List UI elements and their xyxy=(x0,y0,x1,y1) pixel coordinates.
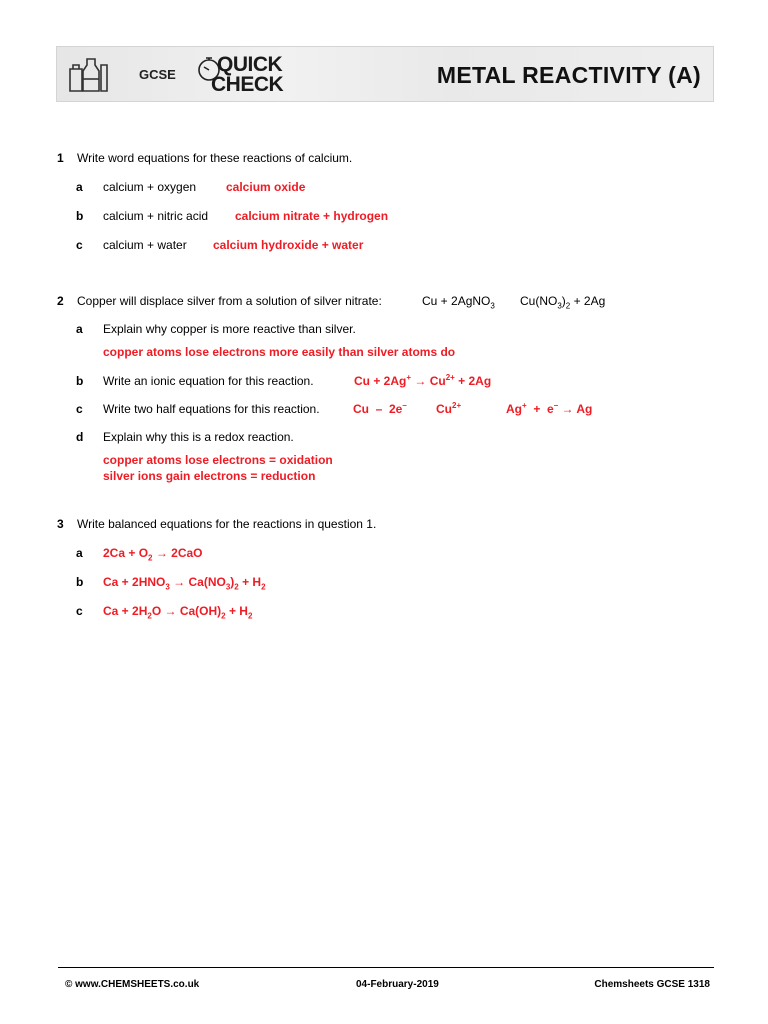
footer-date: 04-February-2019 xyxy=(356,979,439,990)
part-prompt: Explain why this is a redox reaction. xyxy=(103,430,294,444)
part-letter: d xyxy=(76,430,84,444)
part-letter: a xyxy=(76,322,83,336)
part-prompt: calcium + oxygen xyxy=(103,180,197,194)
ionic-equation-answer: $Cu + 2Ag^+ \to Cu^{2+} + 2Ag$ xyxy=(354,373,492,388)
q1-part-a xyxy=(76,179,736,195)
reaction-reactants: Cu + 2AgNO$_3$ xyxy=(422,294,495,311)
balanced-equation-c: $Ca + 2H_2O \to Ca(OH)_2 + H_2$ xyxy=(103,604,253,621)
q1-part-c xyxy=(76,237,736,253)
question-text: Write word equations for these reactions of calcium. xyxy=(77,151,353,165)
part-answer: calcium nitrate + hydrogen xyxy=(235,209,389,223)
q2d-answer-line-1: copper atoms lose electrons = oxidation xyxy=(103,453,333,467)
footer-divider xyxy=(58,967,714,968)
balanced-equation-b: $Ca + 2HNO_3 \to Ca(NO_3)_2 + H_2$ xyxy=(103,575,266,592)
logo-line-2: CHECK xyxy=(211,73,284,96)
glassware-icon xyxy=(65,53,109,97)
question-3 xyxy=(57,516,737,532)
q2-part-d xyxy=(76,429,736,445)
part-letter: b xyxy=(76,374,84,388)
quick-check-logo xyxy=(203,55,283,95)
question-number: 3 xyxy=(57,517,64,531)
q2a-answer: copper atoms lose electrons more easily than silver atoms do xyxy=(103,345,456,359)
part-answer: calcium oxide xyxy=(226,180,306,194)
footer-copyright: © www.CHEMSHEETS.co.uk xyxy=(65,979,200,990)
logo-line-1: QUICK xyxy=(217,53,283,76)
q2-part-a xyxy=(76,321,736,337)
half-equation-1-right: $Cu^{2+}$ xyxy=(436,401,462,416)
q3-part-b xyxy=(76,574,736,590)
part-letter: c xyxy=(76,604,83,618)
q3-part-c xyxy=(76,603,736,619)
part-letter: c xyxy=(76,238,83,252)
q2d-answer-line-2: silver ions gain electrons = reduction xyxy=(103,469,316,483)
question-2 xyxy=(57,293,737,309)
page-title: METAL REACTIVITY (A) xyxy=(436,62,701,88)
question-number: 1 xyxy=(57,151,64,165)
part-letter: c xyxy=(76,402,83,416)
question-1 xyxy=(57,150,737,166)
q3-part-a xyxy=(76,545,736,561)
q2-part-b xyxy=(76,373,736,389)
balanced-equation-a: $2Ca + O_2 \to 2CaO$ xyxy=(103,546,203,563)
part-prompt: Write an ionic equation for this reaction. xyxy=(103,374,314,388)
half-equation-2: Ag+ + e– → Ag xyxy=(506,401,593,416)
q1-part-b xyxy=(76,208,736,224)
reaction-products: $Cu(NO_3)_2 + 2Ag$ xyxy=(520,294,606,311)
header-banner xyxy=(56,46,714,102)
footer-sheet-id: Chemsheets GCSE 1318 xyxy=(594,979,710,990)
part-prompt: Explain why copper is more reactive than silver. xyxy=(103,322,356,336)
question-text: Copper will displace silver from a solution of silver nitrate: xyxy=(77,294,382,308)
half-equation-1-left: Cu – 2e– xyxy=(353,401,407,416)
part-prompt: calcium + water xyxy=(103,238,187,252)
q2-part-c xyxy=(76,401,736,417)
gcse-label: GCSE xyxy=(139,67,176,82)
question-text: Write balanced equations for the reactions in question 1. xyxy=(77,517,377,531)
question-number: 2 xyxy=(57,294,64,308)
part-letter: a xyxy=(76,180,83,194)
part-letter: b xyxy=(76,575,84,589)
part-prompt: calcium + nitric acid xyxy=(103,209,209,223)
part-answer: calcium hydroxide + water xyxy=(213,238,364,252)
part-prompt: Write two half equations for this reaction. xyxy=(103,402,320,416)
part-letter: a xyxy=(76,546,83,560)
part-letter: b xyxy=(76,209,84,223)
